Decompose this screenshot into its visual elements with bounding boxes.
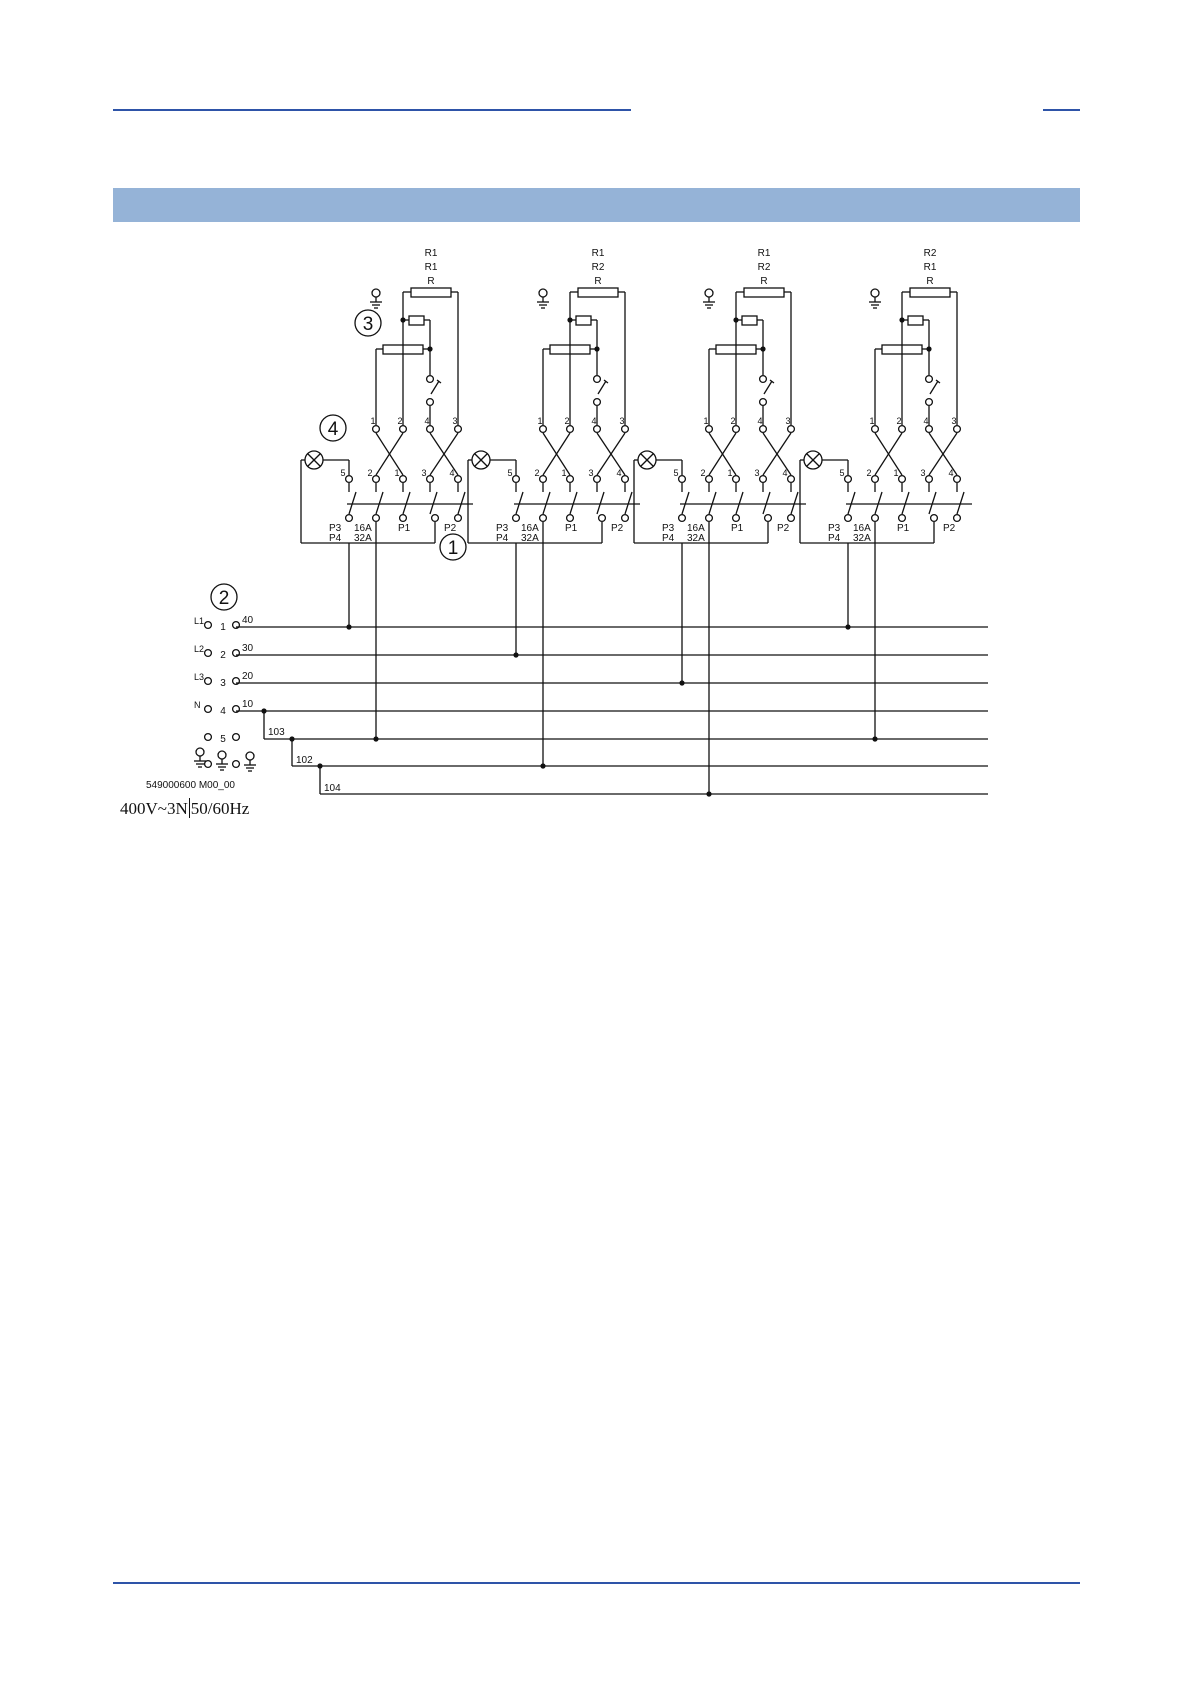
contact-number: 2 <box>564 416 570 426</box>
junction-dot <box>733 317 738 322</box>
drawing-code: 549000600 M00_00 <box>146 780 235 791</box>
group-label-p1: P1 <box>398 523 411 534</box>
terminal <box>594 399 601 406</box>
callout-number: 2 <box>218 588 230 609</box>
terminal <box>205 622 212 629</box>
terminal <box>733 426 740 433</box>
junction-dot <box>317 763 322 768</box>
contact-number: 1 <box>394 468 400 478</box>
rating-label-32a: 32A <box>521 533 539 544</box>
switch-label: R <box>427 276 435 287</box>
terminal-number: 4 <box>220 706 226 717</box>
switch-blade <box>929 492 936 514</box>
switch-blade <box>763 492 770 514</box>
terminal <box>760 399 767 406</box>
group-label-p3: P3 <box>828 523 841 534</box>
wire-number: 40 <box>242 615 254 626</box>
terminal <box>233 761 240 768</box>
contact-number: 2 <box>730 416 736 426</box>
terminal <box>872 515 879 522</box>
terminal <box>926 399 933 406</box>
switch-label: R1 <box>424 262 438 273</box>
terminal <box>432 515 439 522</box>
earth-terminal <box>218 751 226 759</box>
terminal <box>788 426 795 433</box>
terminal <box>733 515 740 522</box>
terminal <box>899 476 906 483</box>
switch-blade <box>682 492 689 514</box>
terminal <box>594 426 601 433</box>
terminal <box>205 650 212 657</box>
switch-blade <box>848 492 855 514</box>
rating-label-16a: 16A <box>853 523 871 534</box>
terminal <box>845 515 852 522</box>
wire-number: 103 <box>268 727 285 738</box>
terminal <box>845 476 852 483</box>
switch-blade <box>709 492 716 514</box>
phase-label: L3 <box>194 672 205 682</box>
contact-number: 4 <box>782 468 788 478</box>
earth-icon <box>869 289 881 308</box>
rating-label-32a: 32A <box>354 533 372 544</box>
contact-number: 3 <box>785 416 791 426</box>
terminal <box>954 476 961 483</box>
terminal <box>594 376 601 383</box>
contact-number: 4 <box>616 468 622 478</box>
thermostat-contact <box>930 381 938 394</box>
switch-zone-2 <box>468 248 640 544</box>
terminal <box>926 376 933 383</box>
switch-blade <box>791 492 798 514</box>
contact-number: 1 <box>370 416 376 426</box>
small-resistor <box>409 316 424 325</box>
contact-number: 2 <box>700 468 706 478</box>
terminal <box>400 515 407 522</box>
switch-blade <box>349 492 356 514</box>
terminal <box>205 734 212 741</box>
group-label-p4: P4 <box>496 533 509 544</box>
switch-label: R <box>760 276 768 287</box>
switch-blade <box>875 492 882 514</box>
terminal <box>455 426 462 433</box>
phase-label: N <box>194 700 201 710</box>
thermostat-contact <box>431 381 439 394</box>
contact-number: 3 <box>452 416 458 426</box>
contact-number: 3 <box>951 416 957 426</box>
contact-number: 4 <box>923 416 929 426</box>
switch-blade <box>736 492 743 514</box>
earth-terminal <box>372 289 380 297</box>
switch-zone-1 <box>301 248 473 560</box>
contact-number: 4 <box>757 416 763 426</box>
terminal <box>872 476 879 483</box>
junction-dot <box>400 317 405 322</box>
terminal <box>427 476 434 483</box>
switch-zone-4 <box>800 248 972 544</box>
small-resistor <box>576 316 591 325</box>
switch-label: R1 <box>591 248 605 259</box>
terminal-number: 2 <box>220 650 226 661</box>
contact-number: 5 <box>839 468 845 478</box>
terminal <box>760 376 767 383</box>
terminal <box>899 515 906 522</box>
contact-number: 3 <box>588 468 594 478</box>
supply-rating <box>120 798 249 819</box>
rating-label-16a: 16A <box>521 523 539 534</box>
junction-dot <box>567 317 572 322</box>
earth-terminal <box>196 748 204 756</box>
group-label-p4: P4 <box>329 533 342 544</box>
terminal <box>954 515 961 522</box>
terminal <box>760 426 767 433</box>
supply-voltage: 400V~3N <box>120 799 188 818</box>
terminal <box>931 515 938 522</box>
terminal <box>373 515 380 522</box>
contact-number: 4 <box>424 416 430 426</box>
terminal <box>954 426 961 433</box>
terminal <box>765 515 772 522</box>
contact-number: 2 <box>866 468 872 478</box>
earth-icon <box>244 752 256 771</box>
rating-label-16a: 16A <box>687 523 705 534</box>
earth-terminal <box>871 289 879 297</box>
contact-number: 3 <box>619 416 625 426</box>
switch-blade <box>403 492 410 514</box>
earth-terminal <box>705 289 713 297</box>
small-resistor <box>742 316 757 325</box>
terminal <box>540 426 547 433</box>
contact-number: 1 <box>727 468 733 478</box>
contact-number: 2 <box>896 416 902 426</box>
switch-label: R <box>594 276 602 287</box>
group-label-p2: P2 <box>611 523 624 534</box>
terminal <box>760 476 767 483</box>
group-label-p1: P1 <box>897 523 910 534</box>
terminal <box>346 476 353 483</box>
contact-number: 5 <box>673 468 679 478</box>
terminal <box>455 476 462 483</box>
contact-number: 4 <box>591 416 597 426</box>
contact-number: 4 <box>948 468 954 478</box>
switch-label: R2 <box>923 248 937 259</box>
terminal <box>400 476 407 483</box>
switch-blade <box>625 492 632 514</box>
contact-number: 1 <box>869 416 875 426</box>
terminal <box>926 476 933 483</box>
terminal <box>706 476 713 483</box>
switch-blade <box>543 492 550 514</box>
terminal-number: 1 <box>220 622 226 633</box>
junction-dot <box>899 317 904 322</box>
earth-icon <box>216 751 228 770</box>
contact-number: 3 <box>754 468 760 478</box>
group-label-p2: P2 <box>444 523 457 534</box>
terminal <box>706 515 713 522</box>
wire-number: 10 <box>242 699 254 710</box>
terminal <box>540 515 547 522</box>
switch-label: R <box>926 276 934 287</box>
terminal <box>513 476 520 483</box>
terminal <box>594 476 601 483</box>
thermostat-contact <box>764 381 772 394</box>
earth-icon <box>703 289 715 308</box>
contact-number: 3 <box>920 468 926 478</box>
terminal <box>622 476 629 483</box>
contact-number: 2 <box>534 468 540 478</box>
switch-zones <box>301 248 972 560</box>
supply-separator <box>189 798 190 818</box>
contact-number: 2 <box>367 468 373 478</box>
contact-number: 3 <box>421 468 427 478</box>
switch-label: R2 <box>591 262 605 273</box>
contact-number: 5 <box>507 468 513 478</box>
group-label-p1: P1 <box>565 523 578 534</box>
terminal <box>400 426 407 433</box>
group-label-p2: P2 <box>943 523 956 534</box>
group-label-p4: P4 <box>662 533 675 544</box>
terminal <box>899 426 906 433</box>
phase-label: L1 <box>194 616 205 626</box>
switch-label: R1 <box>923 262 937 273</box>
supply-frequency: 50/60Hz <box>190 799 250 818</box>
contact-number: 2 <box>397 416 403 426</box>
earth-terminal <box>539 289 547 297</box>
terminal <box>733 476 740 483</box>
terminal <box>540 476 547 483</box>
contact-number: 1 <box>537 416 543 426</box>
rating-label-32a: 32A <box>853 533 871 544</box>
terminal <box>567 426 574 433</box>
switch-label: R1 <box>424 248 438 259</box>
switch-blade <box>570 492 577 514</box>
wire-number: 104 <box>324 783 341 794</box>
switch-blade <box>516 492 523 514</box>
switch-zone-3 <box>634 248 806 544</box>
terminal <box>455 515 462 522</box>
power-bus <box>146 522 988 797</box>
terminal <box>205 678 212 685</box>
terminal <box>427 399 434 406</box>
terminal <box>706 426 713 433</box>
small-resistor <box>908 316 923 325</box>
contact-number: 5 <box>340 468 346 478</box>
switch-blade <box>458 492 465 514</box>
phase-label: L2 <box>194 644 205 654</box>
group-label-p4: P4 <box>828 533 841 544</box>
group-label-p1: P1 <box>731 523 744 534</box>
terminal <box>679 476 686 483</box>
wire-number: 20 <box>242 671 254 682</box>
terminal-number: 5 <box>220 734 226 745</box>
group-label-p2: P2 <box>777 523 790 534</box>
contact-number: 4 <box>449 468 455 478</box>
heating-resistor <box>578 288 618 297</box>
terminal <box>427 376 434 383</box>
heating-resistor <box>744 288 784 297</box>
earth-icon <box>370 289 382 308</box>
contact-number: 1 <box>561 468 567 478</box>
terminal <box>622 426 629 433</box>
terminal <box>926 426 933 433</box>
heating-resistor <box>411 288 451 297</box>
group-label-p3: P3 <box>329 523 342 534</box>
terminal <box>427 426 434 433</box>
heating-resistor <box>910 288 950 297</box>
terminal <box>373 476 380 483</box>
group-label-p3: P3 <box>662 523 675 534</box>
wire-number: 30 <box>242 643 254 654</box>
terminal <box>679 515 686 522</box>
switch-blade <box>597 492 604 514</box>
switch-blade <box>957 492 964 514</box>
terminal <box>599 515 606 522</box>
callout-number: 1 <box>447 538 459 559</box>
wire-number: 102 <box>296 755 313 766</box>
thermostat-contact <box>598 381 606 394</box>
rating-label-32a: 32A <box>687 533 705 544</box>
rating-label-16a: 16A <box>354 523 372 534</box>
terminal <box>788 515 795 522</box>
terminal <box>872 426 879 433</box>
contact-number: 1 <box>703 416 709 426</box>
terminal <box>567 476 574 483</box>
switch-blade <box>902 492 909 514</box>
terminal <box>233 734 240 741</box>
junction-dot <box>289 736 294 741</box>
earth-icon <box>537 289 549 308</box>
terminal <box>373 426 380 433</box>
switch-blade <box>376 492 383 514</box>
earth-terminal <box>246 752 254 760</box>
terminal <box>513 515 520 522</box>
terminal-number: 3 <box>220 678 226 689</box>
switch-label: R1 <box>757 248 771 259</box>
terminal <box>622 515 629 522</box>
contact-number: 1 <box>893 468 899 478</box>
group-label-p3: P3 <box>496 523 509 534</box>
switch-blade <box>430 492 437 514</box>
terminal <box>788 476 795 483</box>
terminal <box>346 515 353 522</box>
terminal <box>205 706 212 713</box>
callout-number: 3 <box>362 314 374 335</box>
junction-dot <box>261 708 266 713</box>
switch-label: R2 <box>757 262 771 273</box>
callout-number: 4 <box>327 419 339 440</box>
terminal <box>567 515 574 522</box>
